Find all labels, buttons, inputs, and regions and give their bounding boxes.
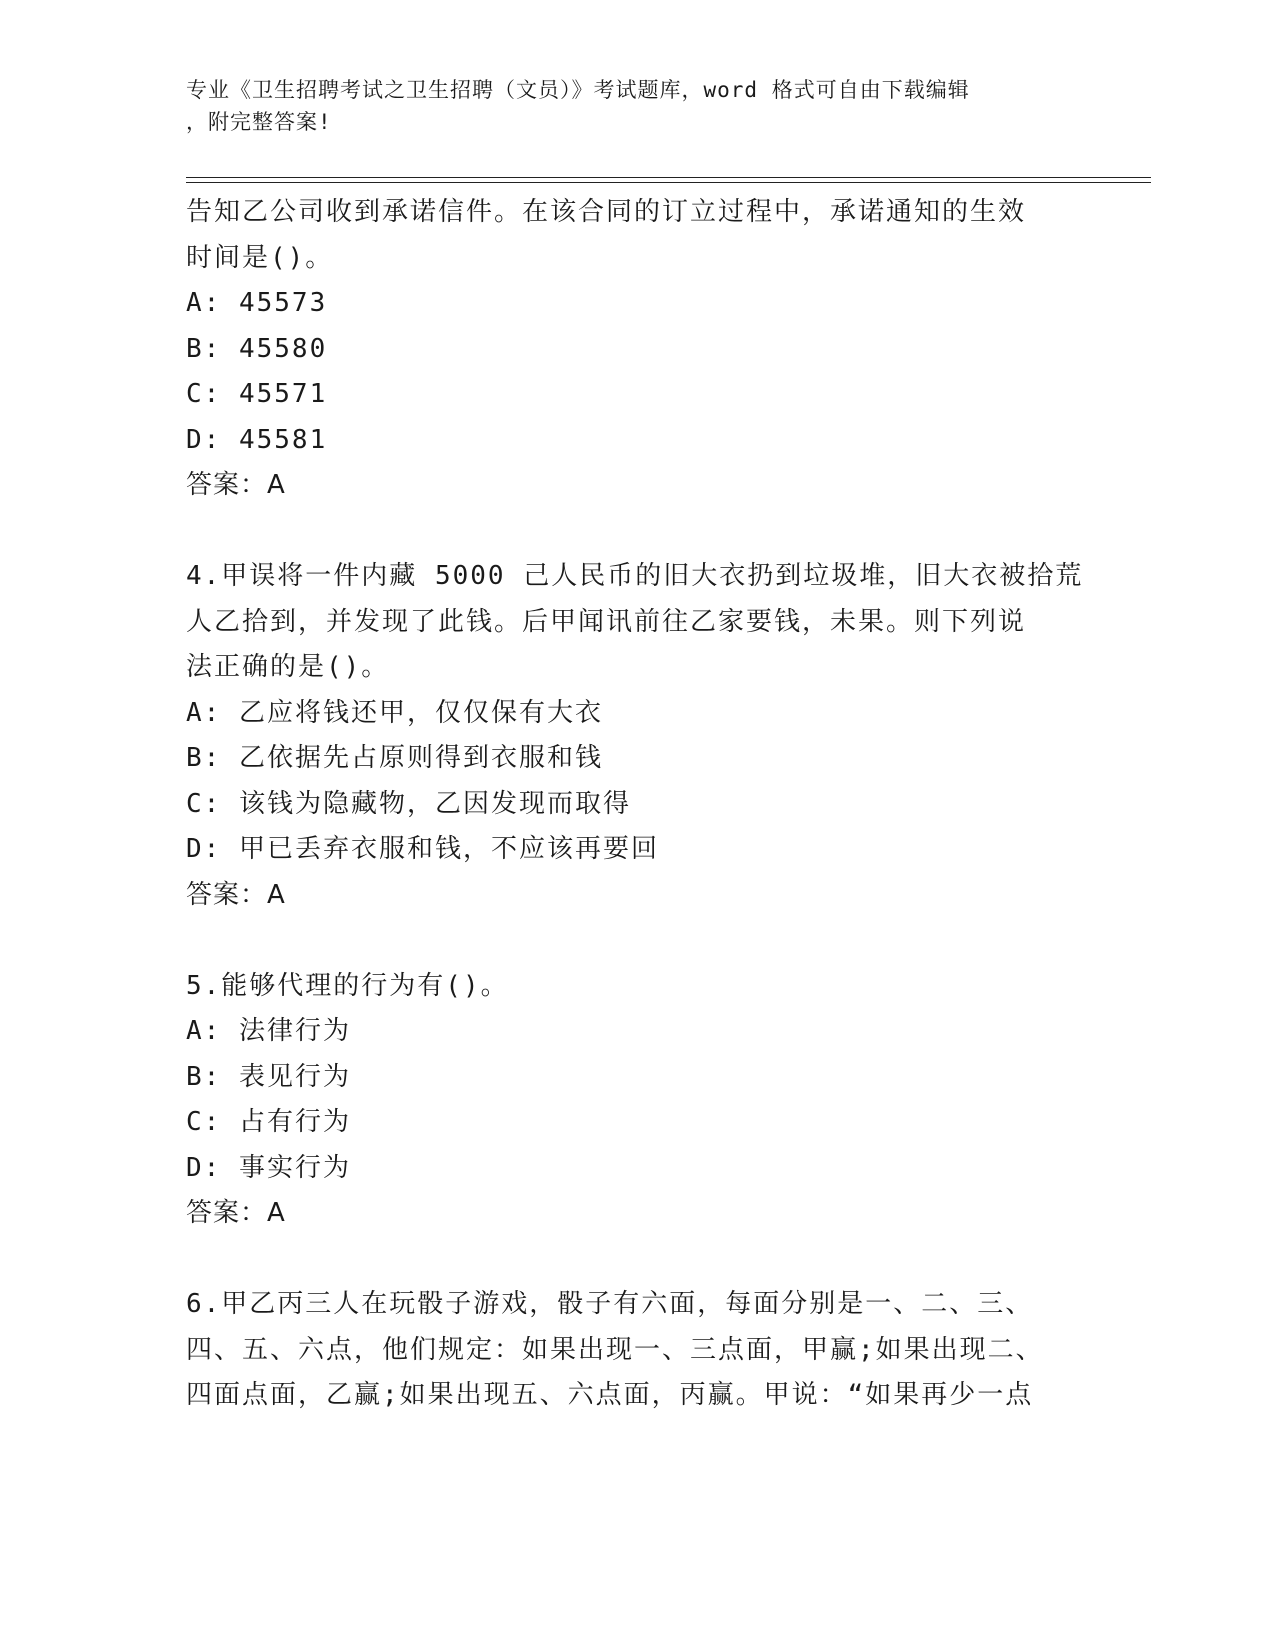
question-5 <box>186 964 1086 1237</box>
option-text: 45580 <box>221 333 328 364</box>
option-key: B: <box>186 743 222 773</box>
option-key: B: <box>186 333 222 364</box>
spacer <box>186 1237 1086 1283</box>
question-stem-line: 四、五、六点，他们规定：如果出现一、三点面，甲赢;如果出现二、 <box>186 1334 1044 1365</box>
option-text: 甲已丢弃衣服和钱，不应该再要回 <box>221 834 659 864</box>
option-c <box>186 782 1086 828</box>
option-text: 45571 <box>221 379 328 409</box>
option-key: C: <box>186 1107 222 1137</box>
option-b <box>186 1055 1086 1101</box>
option-a <box>186 281 1086 327</box>
option-text: 45573 <box>221 288 328 318</box>
option-text: 该钱为隐藏物，乙因发现而取得 <box>221 788 631 819</box>
header-line-1: 专业《卫生招聘考试之卫生招聘（文员）》考试题库，word 格式可自由下载编辑 <box>186 78 970 102</box>
option-a <box>186 1009 1086 1055</box>
option-text: 45581 <box>221 424 328 455</box>
option-d <box>186 418 1086 464</box>
option-key: A: <box>186 697 222 728</box>
answer-label: 答案：A <box>186 470 286 500</box>
question-stem-line: 人乙拾到，并发现了此钱。后甲闻讯前往乙家要钱，未果。则下列说 <box>186 606 1027 637</box>
option-key: D: <box>186 1152 222 1183</box>
question-stem-line: 时间是()。 <box>186 242 334 273</box>
question-content <box>186 190 1086 1419</box>
option-text: 表见行为 <box>221 1061 351 1092</box>
answer-label: 答案：A <box>186 879 286 910</box>
question-stem-line: 告知乙公司收到承诺信件。在该合同的订立过程中，承诺通知的生效 <box>186 197 1027 227</box>
option-text: 乙依据先占原则得到衣服和钱 <box>221 743 603 773</box>
option-text: 占有行为 <box>221 1107 351 1137</box>
option-key: B: <box>186 1061 222 1092</box>
page-header <box>186 74 1076 138</box>
option-c <box>186 372 1086 418</box>
answer-label: 答案：A <box>186 1198 286 1228</box>
option-d <box>186 827 1086 873</box>
option-b <box>186 736 1086 782</box>
question-stem-line: 4.甲误将一件内藏 5000 己人民币的旧大衣扔到垃圾堆，旧大衣被拾荒 <box>186 561 1084 591</box>
question-6 <box>186 1282 1086 1419</box>
question-stem-line: 6.甲乙丙三人在玩骰子游戏，骰子有六面，每面分别是一、二、三、 <box>186 1289 1034 1319</box>
question-4 <box>186 554 1086 918</box>
option-b <box>186 327 1086 373</box>
spacer <box>186 918 1086 964</box>
option-text: 事实行为 <box>221 1152 351 1183</box>
question-3 <box>186 190 1086 509</box>
option-key: D: <box>186 424 222 455</box>
option-text: 法律行为 <box>221 1016 351 1046</box>
header-divider-bottom <box>186 182 1151 183</box>
question-stem-line: 法正确的是()。 <box>186 652 390 682</box>
option-key: D: <box>186 834 222 864</box>
header-divider-top <box>186 177 1151 178</box>
option-key: C: <box>186 788 222 819</box>
spacer <box>186 509 1086 555</box>
option-key: A: <box>186 288 222 318</box>
header-line-2: ，附完整答案! <box>186 110 332 134</box>
option-key: A: <box>186 1016 222 1046</box>
option-key: C: <box>186 379 222 409</box>
option-a <box>186 691 1086 737</box>
question-stem-line: 5.能够代理的行为有()。 <box>186 970 509 1001</box>
option-text: 乙应将钱还甲，仅仅保有大衣 <box>221 697 603 728</box>
option-d <box>186 1146 1086 1192</box>
option-c <box>186 1100 1086 1146</box>
question-stem-line: 四面点面，乙赢;如果出现五、六点面，丙赢。甲说：“如果再少一点 <box>186 1380 1034 1410</box>
